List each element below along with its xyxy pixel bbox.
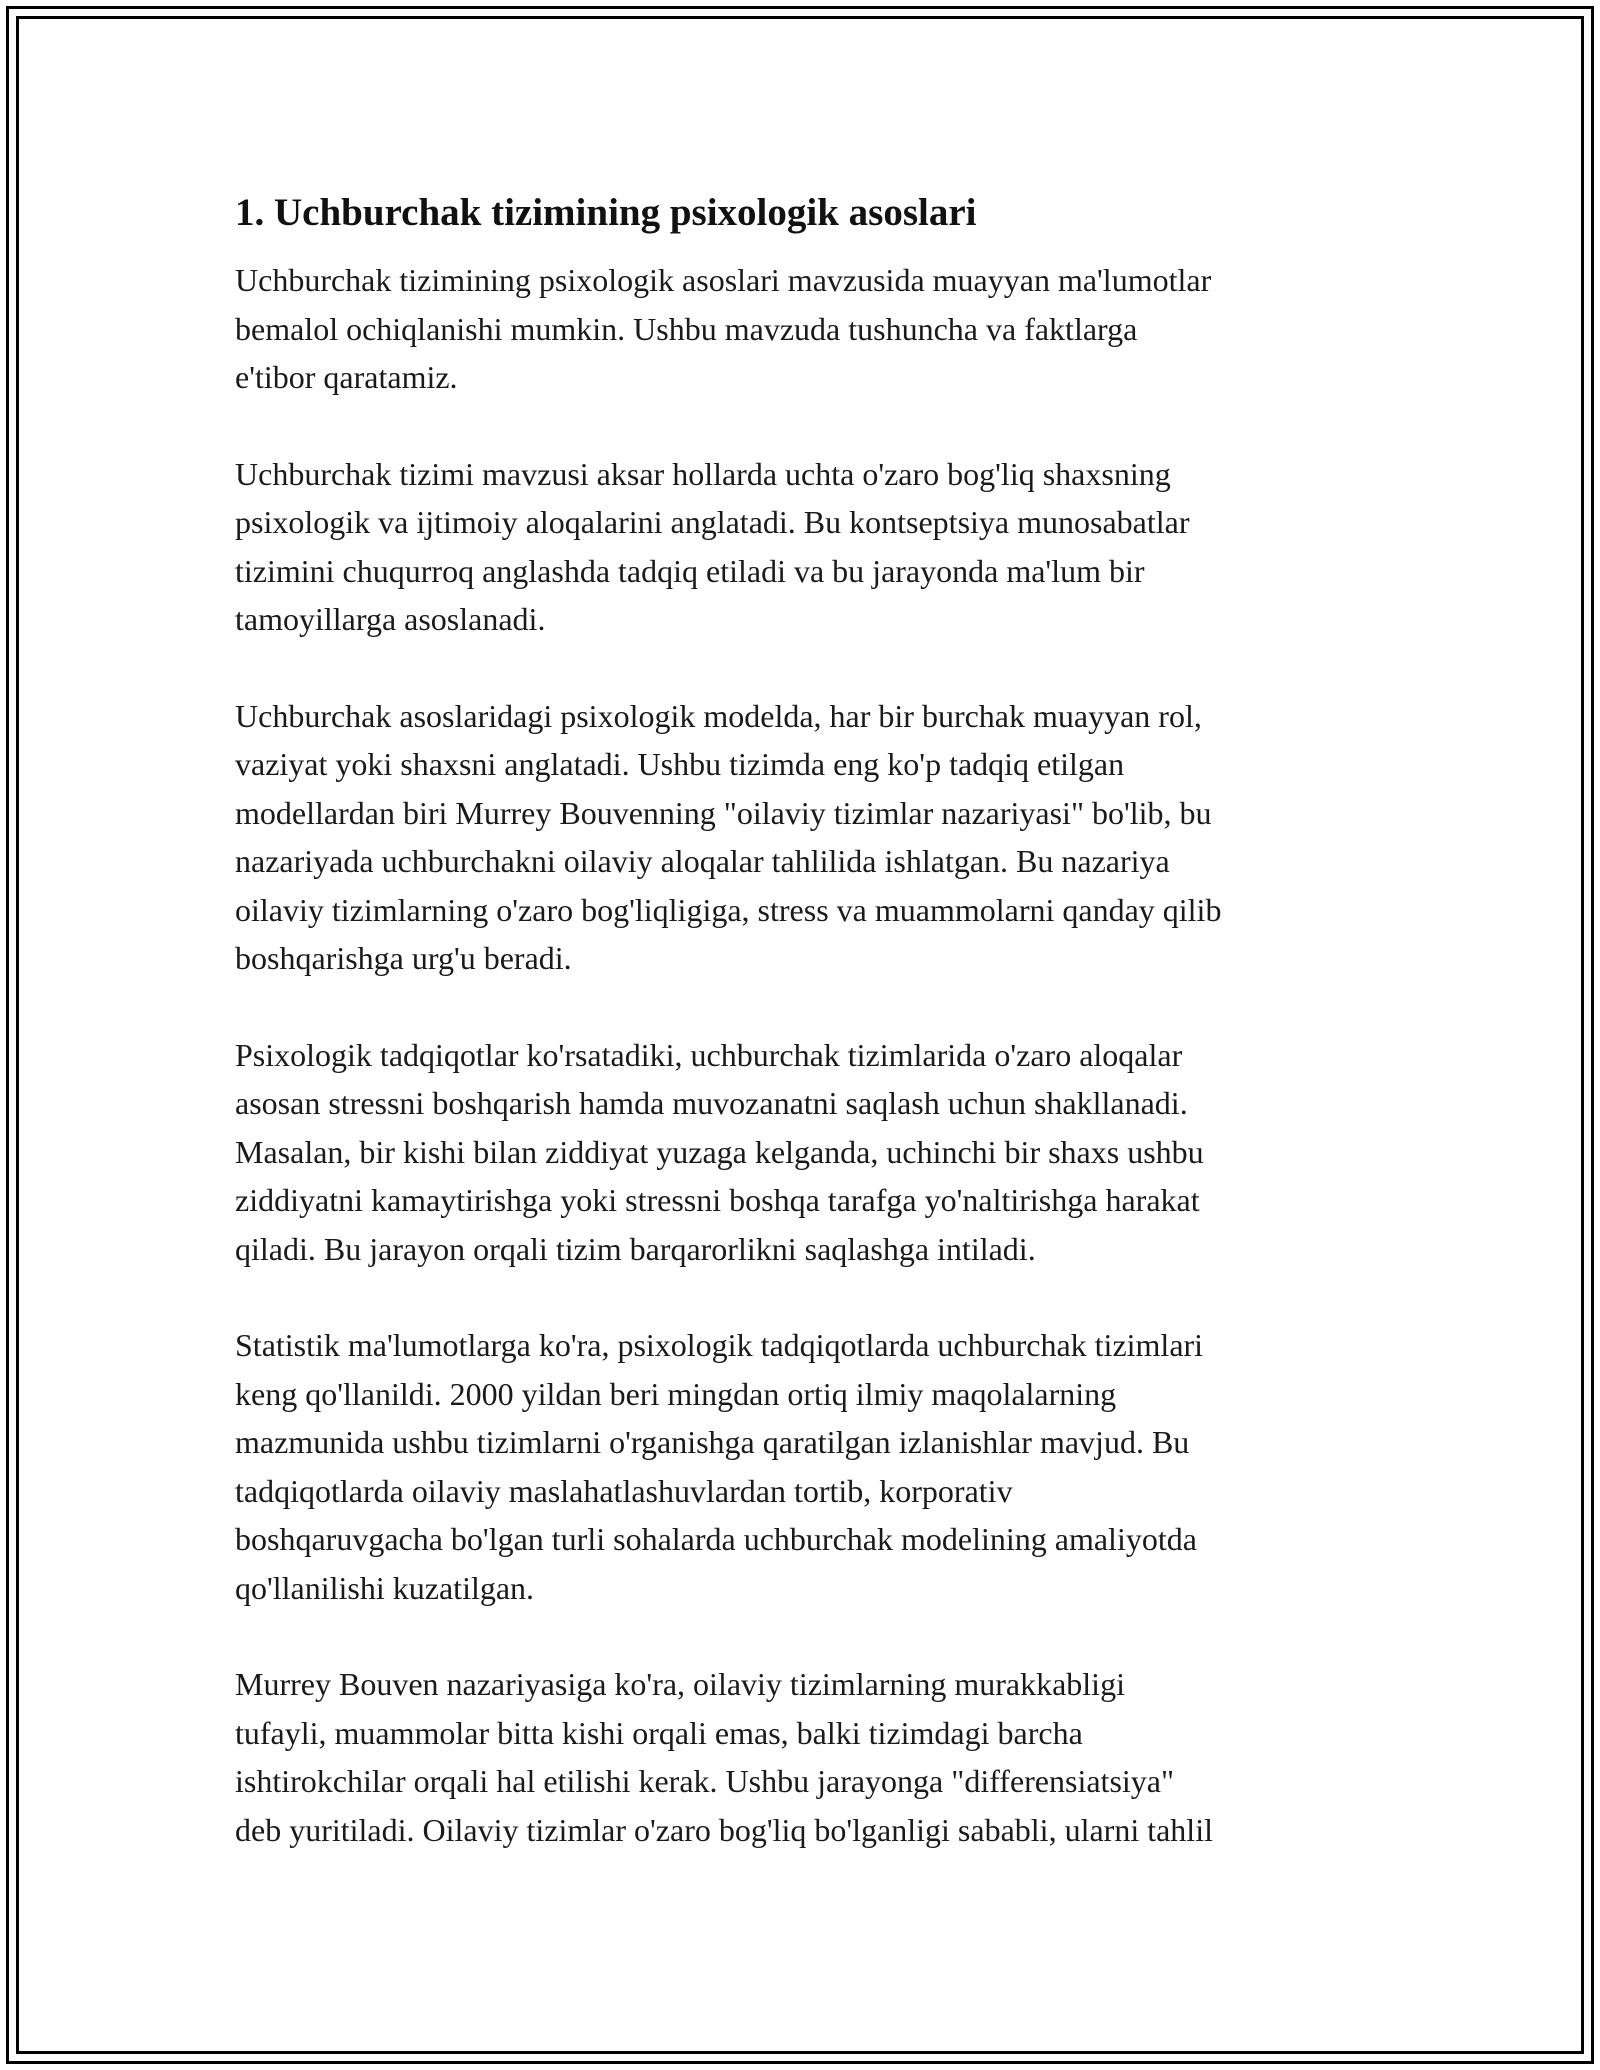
paragraph-line: deb yuritiladi. Oilaviy tizimlar o'zaro bog'liq bo'lganligi sababli, ularni tahlil [235, 1811, 1213, 1848]
body-paragraph [235, 1321, 1375, 1612]
paragraph-line: boshqarishga urg'u beradi. [235, 940, 572, 976]
paragraph-line: qiladi. Bu jarayon orqali tizim barqarorlikni saqlashga intiladi. [235, 1230, 1036, 1267]
paragraph-list [235, 256, 1375, 1854]
paragraph-line: nazariyada uchburchakni oilaviy aloqalar tahlilida ishlatgan. Bu nazariya [235, 843, 1170, 879]
paragraph-line: Psixologik tadqiqotlar ko'rsatadiki, uchburchak tizimlarida o'zaro aloqalar [235, 1036, 1183, 1073]
paragraph-line: asosan stressni boshqarish hamda muvozanatni saqlash uchun shakllanadi. [235, 1085, 1188, 1121]
body-paragraph [235, 1031, 1375, 1274]
document-body [235, 188, 1375, 1902]
paragraph-line: oilaviy tizimlarning o'zaro bog'liqligiga, stress va muammolarni qanday qilib [235, 891, 1222, 928]
body-paragraph [235, 256, 1375, 402]
paragraph-line: tufayli, muammolar bitta kishi orqali emas, balki tizimdagi barcha [235, 1714, 1083, 1751]
paragraph-line: qo'llanilishi kuzatilgan. [235, 1569, 535, 1606]
paragraph-line: vaziyat yoki shaxsni anglatadi. Ushbu tizimda eng ko'p tadqiq etilgan [235, 746, 1125, 782]
body-paragraph [235, 692, 1375, 983]
paragraph-line: keng qo'llanildi. 2000 yildan beri mingdan ortiq ilmiy maqolalarning [235, 1375, 1117, 1412]
paragraph-line: Statistik ma'lumotlarga ko'ra, psixologik tadqiqotlarda uchburchak tizimlari [235, 1327, 1204, 1363]
paragraph-line: ishtirokchilar orqali hal etilishi kerak. Ushbu jarayonga "differensiatsiya" [235, 1763, 1175, 1799]
paragraph-line: Uchburchak tizimining psixologik asoslari mavzusida muayyan ma'lumotlar [235, 262, 1212, 298]
paragraph-line: modellardan biri Murrey Bouvenning "oilaviy tizimlar nazariyasi" bo'lib, bu [235, 794, 1212, 831]
paragraph-line: tizimini chuqurroq anglashda tadqiq etiladi va bu jarayonda ma'lum bir [235, 552, 1145, 589]
paragraph-line: e'tibor qaratamiz. [235, 359, 458, 395]
paragraph-line: Uchburchak tizimi mavzusi aksar hollarda uchta o'zaro bog'liq shaxsning [235, 455, 1171, 492]
body-paragraph [235, 1660, 1375, 1854]
paragraph-line: Murrey Bouven nazariyasiga ko'ra, oilaviy tizimlarning murakkabligi [235, 1666, 1125, 1702]
paragraph-line: psixologik va ijtimoiy aloqalarini anglatadi. Bu kontseptsiya munosabatlar [235, 504, 1190, 540]
paragraph-line: tamoyillarga asoslanadi. [235, 601, 546, 637]
section-heading: 1. Uchburchak tizimining psixologik asoslari [235, 191, 977, 234]
paragraph-line: mazmunida ushbu tizimlarni o'rganishga qaratilgan izlanishlar mavjud. Bu [235, 1424, 1190, 1460]
body-paragraph [235, 450, 1375, 644]
paragraph-line: tadqiqotlarda oilaviy maslahatlashuvlardan tortib, korporativ [235, 1472, 1013, 1509]
paragraph-line: ziddiyatni kamaytirishga yoki stressni boshqa tarafga yo'naltirishga harakat [235, 1182, 1200, 1218]
paragraph-line: Masalan, bir kishi bilan ziddiyat yuzaga kelganda, uchinchi bir shaxs ushbu [235, 1133, 1204, 1170]
paragraph-line: boshqaruvgacha bo'lgan turli sohalarda uchburchak modelining amaliyotda [235, 1521, 1197, 1557]
paragraph-line: Uchburchak asoslaridagi psixologik modelda, har bir burchak muayyan rol, [235, 697, 1202, 734]
paragraph-line: bemalol ochiqlanishi mumkin. Ushbu mavzuda tushuncha va faktlarga [235, 310, 1138, 347]
